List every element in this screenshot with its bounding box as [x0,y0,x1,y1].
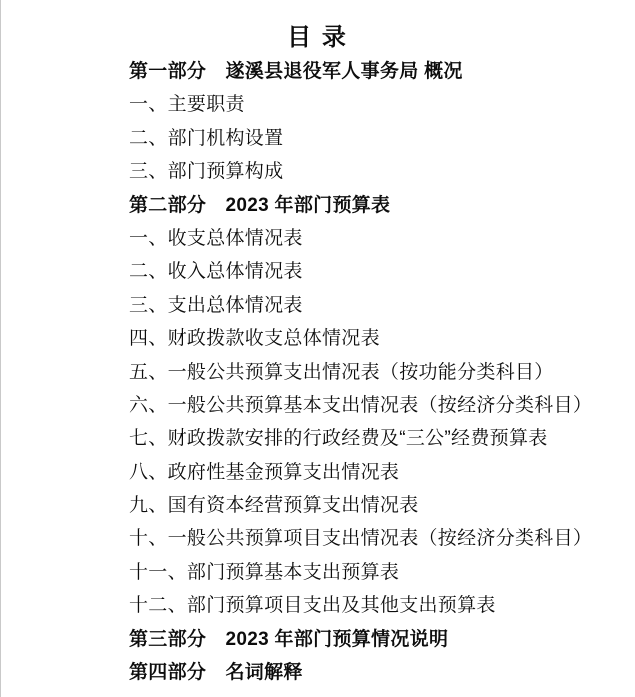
toc-item: 十、一般公共预算项目支出情况表（按经济分类科目） [129,528,593,550]
toc-item: 十一、部门预算基本支出预算表 [129,561,400,583]
toc-item: 三、部门预算构成 [129,161,284,183]
page-edge-line [0,0,1,697]
toc-item: 二、收入总体情况表 [129,261,303,283]
toc-part-4-heading: 第四部分 名词解释 [129,662,303,684]
toc-item: 七、财政拨款安排的行政经费及“三公”经费预算表 [129,428,548,450]
toc-item: 十二、部门预算项目支出及其他支出预算表 [129,595,496,617]
toc-item: 六、一般公共预算基本支出情况表（按经济分类科目） [129,394,593,416]
toc-list [0,55,635,689]
toc-item: 二、部门机构设置 [129,127,284,149]
toc-title: 目 录 [287,24,348,51]
toc-item: 九、国有资本经营预算支出情况表 [129,495,419,517]
toc-part-1-heading: 第一部分 遂溪县退役军人事务局 概况 [129,61,463,82]
toc-item: 一、主要职责 [129,94,245,116]
toc-item: 三、支出总体情况表 [129,294,303,316]
toc-item: 五、一般公共预算支出情况表（按功能分类科目） [129,361,554,383]
toc-part-3-heading: 第三部分 2023 年部门预算情况说明 [129,628,449,650]
toc-item: 四、财政拨款收支总体情况表 [129,328,380,350]
toc-item: 八、政府性基金预算支出情况表 [129,461,400,483]
toc-part-2-heading: 第二部分 2023 年部门预算表 [129,194,391,216]
toc-item: 一、收支总体情况表 [129,227,303,249]
